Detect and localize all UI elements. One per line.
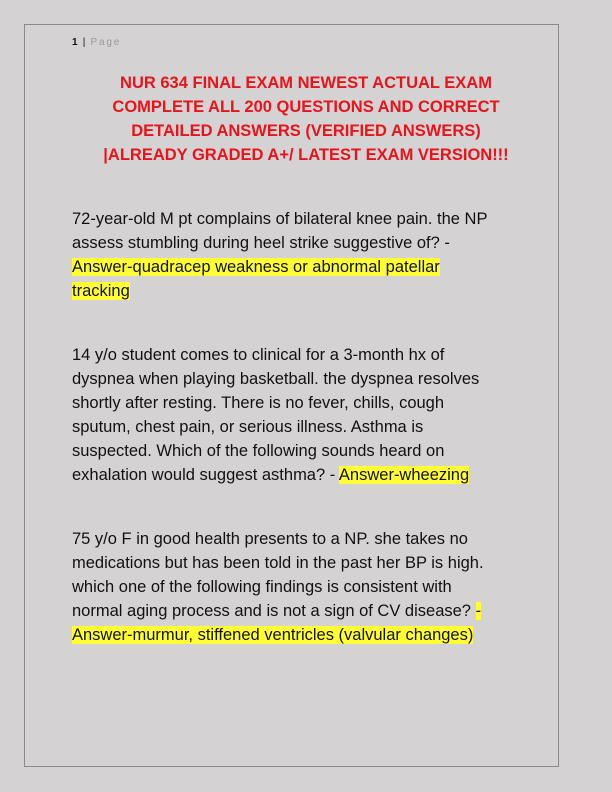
question-block-3 xyxy=(72,527,542,647)
question-block-2 xyxy=(72,343,542,487)
title-line: COMPLETE ALL 200 QUESTIONS AND CORRECT xyxy=(112,98,500,116)
question-line: exhalation would suggest asthma? - xyxy=(72,466,339,484)
question-block-1 xyxy=(72,207,542,303)
question-line: medications but has been told in the past her BP is high. xyxy=(72,554,484,572)
question-line: sputum, chest pain, or serious illness. Asthma is xyxy=(72,418,424,436)
question-line: 14 y/o student comes to clinical for a 3-month hx of xyxy=(72,346,445,364)
page-number-value: 1 xyxy=(72,37,78,48)
title-line: |ALREADY GRADED A+/ LATEST EXAM VERSION!!! xyxy=(103,146,509,164)
question-line: 75 y/o F in good health presents to a NP. she takes no xyxy=(72,530,468,548)
answer-highlight: Answer-wheezing xyxy=(338,466,470,484)
answer-highlight: tracking xyxy=(72,282,130,300)
title-line: DETAILED ANSWERS (VERIFIED ANSWERS) xyxy=(131,122,481,140)
answer-highlight: Answer-quadracep weakness or abnormal patellar xyxy=(72,258,440,276)
answer-highlight: Answer-murmur, stiffened ventricles (valvular changes) xyxy=(72,626,474,644)
question-line: assess stumbling during heel strike suggestive of? - xyxy=(72,234,450,252)
question-line: normal aging process and is not a sign of CV disease? xyxy=(72,602,476,620)
answer-highlight: - xyxy=(475,602,482,620)
title-line: NUR 634 FINAL EXAM NEWEST ACTUAL EXAM xyxy=(120,74,492,92)
question-line: suspected. Which of the following sounds heard on xyxy=(72,442,445,460)
question-line: 72-year-old M pt complains of bilateral knee pain. the NP xyxy=(72,210,488,228)
page-number-separator: | xyxy=(82,37,86,48)
question-line: dyspnea when playing basketball. the dyspnea resolves xyxy=(72,370,480,388)
document-title xyxy=(62,71,550,167)
page-number-label: Page xyxy=(90,37,122,48)
page-number xyxy=(72,37,121,48)
question-line: which one of the following findings is consistent with xyxy=(72,578,452,596)
question-line: shortly after resting. There is no fever, chills, cough xyxy=(72,394,445,412)
